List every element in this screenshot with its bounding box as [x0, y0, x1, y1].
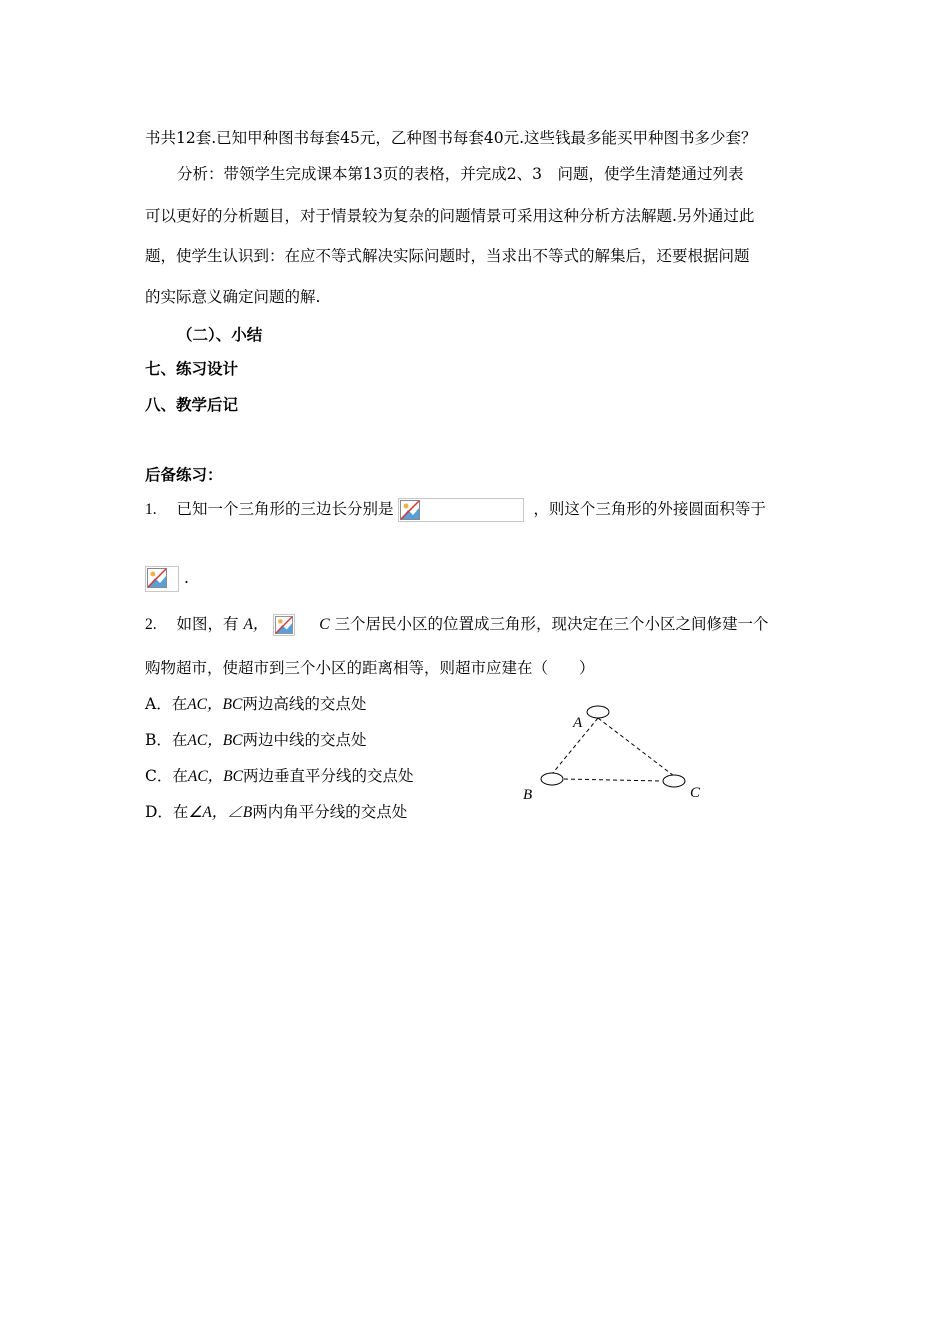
- edge-ac: [598, 718, 674, 776]
- heading-summary: （二）、小结: [177, 326, 263, 344]
- question-2-label-a: A，: [243, 616, 269, 633]
- option-c-prefix: C．在: [145, 767, 188, 785]
- option-c: [145, 766, 414, 787]
- option-c-vars: AC，BC: [187, 768, 243, 785]
- option-d-vars: ∠A，∠B: [188, 804, 253, 821]
- paragraph-line-2: 分析：带领学生完成课本第13页的表格，并完成2、3 问题，使学生清楚通过列表: [177, 165, 744, 183]
- label-b: B: [523, 787, 533, 803]
- question-1-answer: [145, 565, 189, 592]
- paragraph-line-4: 题，使学生认识到：在应不等式解决实际问题时，当求出不等式的解集后，还要根据问题: [145, 247, 750, 265]
- paragraph-line-5: 的实际意义确定问题的解.: [145, 288, 321, 306]
- label-a: A: [573, 715, 583, 731]
- question-1: [145, 497, 766, 522]
- broken-image-icon: [398, 498, 524, 522]
- heading-backup-exercises: 后备练习：: [145, 466, 223, 484]
- triangle-diagram: [510, 696, 710, 806]
- heading-practice-design: 七、练习设计: [145, 360, 239, 378]
- option-b-vars: AC，BC: [187, 732, 243, 749]
- label-c: C: [690, 785, 701, 801]
- question-2-text-a: 如图，有: [176, 615, 239, 633]
- question-1-text-before: 已知一个三角形的三边长分别是: [176, 500, 394, 518]
- option-a-suffix: 两边高线的交点处: [242, 695, 367, 713]
- heading-postscript: 八、教学后记: [145, 396, 239, 414]
- node-b: [541, 773, 563, 785]
- question-2-text-b: 三个居民小区的位置成三角形，现决定在三个小区之间修建一个: [334, 615, 769, 633]
- option-b: [145, 730, 367, 751]
- option-a-vars: AC，BC: [187, 696, 243, 713]
- question-2-number: 2.: [145, 616, 157, 633]
- broken-image-icon: [273, 614, 295, 636]
- question-2-line-2: 购物超市，使超市到三个小区的距离相等，则超市应建在（ ）: [145, 659, 595, 677]
- option-b-prefix: B．在: [145, 731, 188, 749]
- question-1-end: .: [183, 569, 189, 587]
- option-a-prefix: A．在: [145, 695, 188, 713]
- question-1-number: 1.: [145, 501, 157, 518]
- paragraph-line-1: 书共12套.已知甲种图书每套45元，乙种图书每套40元.这些钱最多能买甲种图书多少套？: [145, 129, 757, 147]
- option-b-suffix: 两边中线的交点处: [242, 731, 367, 749]
- node-a: [587, 706, 609, 718]
- broken-image-icon: [145, 566, 179, 592]
- node-c: [663, 775, 685, 787]
- question-2: [145, 612, 769, 637]
- option-c-suffix: 两边垂直平分线的交点处: [243, 767, 414, 785]
- option-d-suffix: 两内角平分线的交点处: [252, 803, 408, 821]
- question-1-text-after: ，则这个三角形的外接圆面积等于: [533, 500, 766, 518]
- option-d-prefix: D．在: [145, 803, 189, 821]
- edge-bc: [564, 779, 662, 781]
- paragraph-line-3: 可以更好的分析题目，对于情景较为复杂的问题情景可采用这种分析方法解题.另外通过此: [145, 207, 755, 225]
- option-d: [145, 802, 407, 823]
- question-2-label-c: C: [319, 616, 330, 633]
- option-a: [145, 694, 366, 715]
